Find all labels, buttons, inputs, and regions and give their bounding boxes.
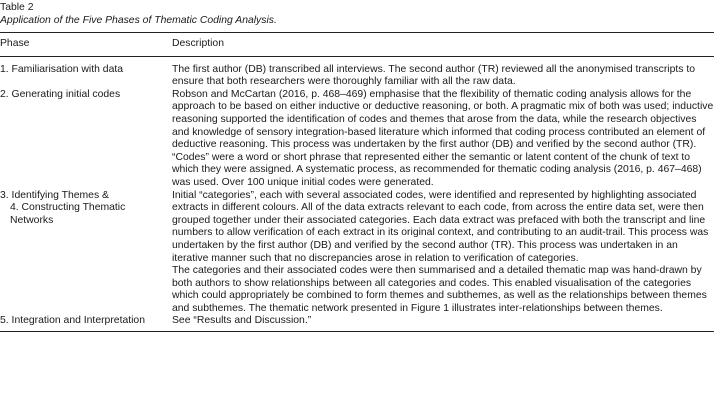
table-row [0,89,714,190]
phase-label: 5. Integration and Interpretation [0,315,145,327]
header-phase: Phase [0,38,30,49]
phase-label: 4. Constructing Thematic [10,202,126,214]
description-paragraph: Robson and McCartan (2016, p. 468–469) emphasise that the flexibility of thematic coding analysis allows for the approach to be based on either inductive or deductive reasoning, or both. A pragmatic mix of both was used; inductive reasoning supported the identification of codes and themes that arose from the data, while the research objectives and knowledge of sensory integration-based literature which informed that coding process contributed an element of deductive reasoning. This process was undertaken by the first author (DB) and verified by the second author (TR). [172,88,714,151]
phase-cell [0,89,172,190]
phase-cell [0,56,172,89]
phase-label: 3. Identifying Themes & [0,189,109,201]
phase-label: 1. Familiarisation with data [0,63,124,75]
description-paragraph: Initial “categories”, each with several associated codes, were identified and represented by highlighting associated extracts in different colours. All of the data extracts relevant to each code, from across the entire data set, were then grouped together under their associated categories. Each data extract was prefaced with both the transcript and line numbers to allow verification of each extract in its original context, and contributing to an audit-trail. This process was undertaken by the first author (DB) and verified by the second author (TR). This process was undertaken in an iterative manner such that no discrepancies arose in relation to verification of categories. [172,189,709,264]
table-title: Application of the Five Phases of Thematic Coding Analysis. [0,15,277,26]
description-cell [172,89,714,190]
thematic-phases-table [0,32,714,332]
description-cell [172,315,714,331]
description-paragraph: See “Results and Discussion.” [172,315,312,327]
table-row [0,190,714,316]
table-row [0,315,714,331]
description-paragraph: The first author (DB) transcribed all interviews. The second author (TR) reviewed all the anonymised transcripts to ensure that both researchers were thoroughly familiar with all the raw data. [172,63,696,88]
table-header-row [0,33,714,57]
description-cell [172,56,714,89]
phase-label: Networks [10,214,54,226]
description-cell [172,190,714,316]
description-paragraph: The categories and their associated codes were then summarised and a detailed thematic map was hand-drawn by both authors to show relationships between all categories and codes. This enabled visualisation of the categories which could appropriately be combined to form themes and subthemes, as well as the relationships between themes and subthemes. The thematic network presented in Figure 1 illustrates inter-relationships between themes. [172,265,707,314]
phase-cell [0,190,172,316]
header-description: Description [172,38,224,49]
phase-label: 2. Generating initial codes [0,88,121,100]
table-number: Table 2 [0,2,34,13]
table-row [0,56,714,89]
phase-cell [0,315,172,331]
description-paragraph: “Codes” were a word or short phrase that represented either the semantic or latent content of the chunk of text to which they were assigned. A systematic process, as recommended for thematic coding analysis (2016, p. 467–468) was used. Over 100 unique initial codes were generated. [172,151,702,188]
